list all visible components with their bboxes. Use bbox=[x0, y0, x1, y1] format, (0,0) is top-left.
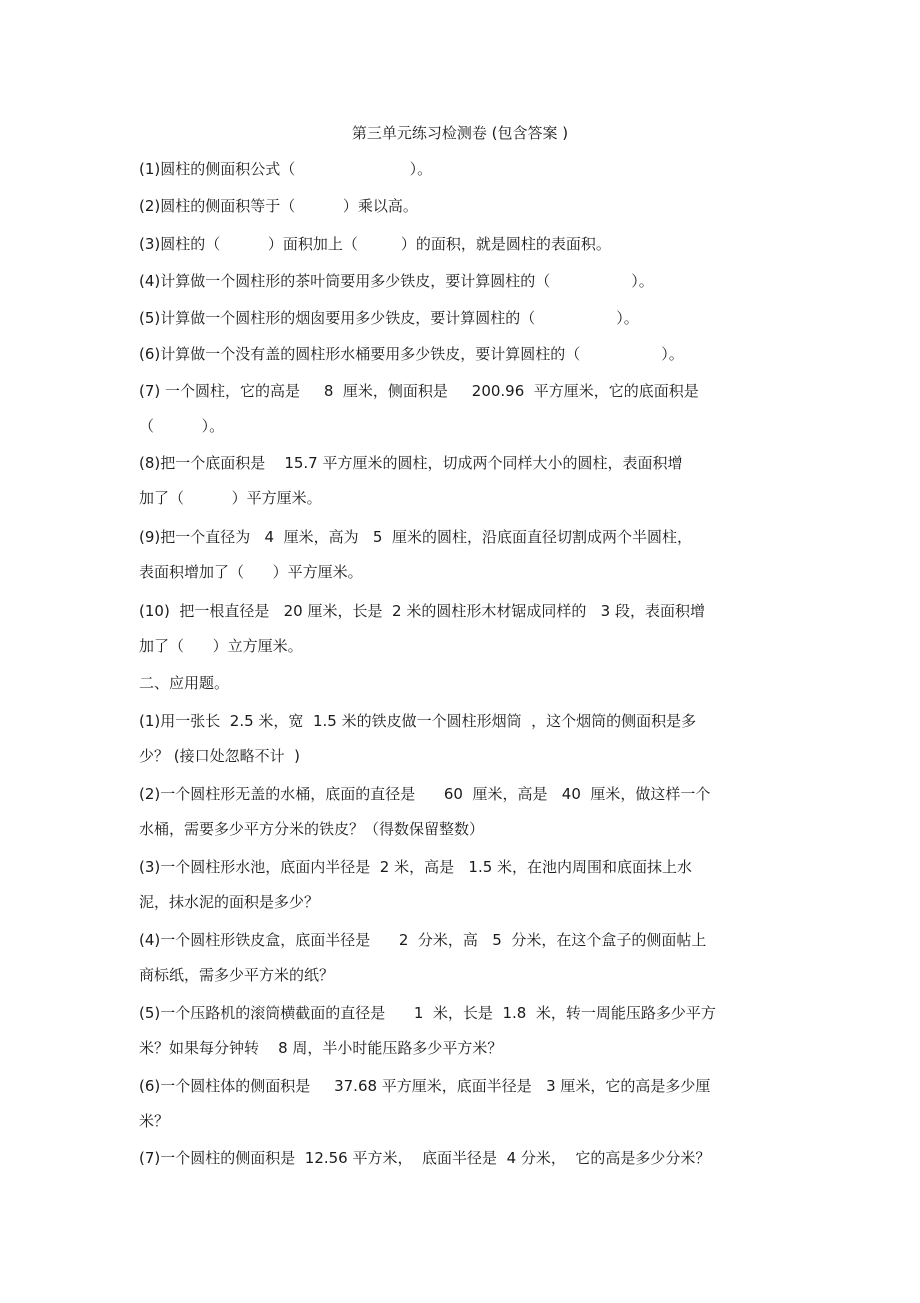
question-line: (3)圆柱的（ ）面积加上（ ）的面积，就是圆柱的表面积。 bbox=[139, 235, 611, 253]
question-line: (5)一个压路机的滚筒横截面的直径是 1 米，长是 1.8 米，转一周能压路多少平方 bbox=[139, 1004, 716, 1022]
question-line-continued: 加了（ ）立方厘米。 bbox=[139, 637, 303, 655]
question-line: (9)把一个直径为 4 厘米，高为 5 厘米的圆柱，沿底面直径切割成两个半圆柱， bbox=[139, 528, 693, 546]
question-line: (5)计算做一个圆柱形的烟囱要用多少铁皮，要计算圆柱的（ ）。 bbox=[139, 309, 639, 327]
question-line-continued: 表面积增加了（ ）平方厘米。 bbox=[139, 563, 363, 581]
document-title: 第三单元练习检测卷 (包含答案 ) bbox=[351, 124, 569, 142]
question-line: (4)计算做一个圆柱形的茶叶筒要用多少铁皮，要计算圆柱的（ ）。 bbox=[139, 272, 654, 290]
question-line: (6)一个圆柱体的侧面积是 37.68 平方厘米，底面半径是 3 厘米，它的高是多少厘 bbox=[139, 1077, 711, 1095]
question-line: (1)圆柱的侧面积公式（ ）。 bbox=[139, 160, 433, 178]
question-line: (4)一个圆柱形铁皮盒，底面半径是 2 分米，高 5 分米，在这个盒子的侧面帖上 bbox=[139, 931, 707, 949]
question-line-continued: 米？如果每分钟转 8 周，半小时能压路多少平方米？ bbox=[139, 1039, 503, 1057]
question-line-continued: 米？ bbox=[139, 1112, 170, 1130]
question-line-continued: 水桶，需要多少平方分米的铁皮？（得数保留整数） bbox=[139, 820, 485, 838]
question-line: (3)一个圆柱形水池，底面内半径是 2 米，高是 1.5 米，在池内周围和底面抹上水 bbox=[139, 858, 693, 876]
question-line: (6)计算做一个没有盖的圆柱形水桶要用多少铁皮，要计算圆柱的（ ）。 bbox=[139, 345, 684, 363]
question-line: (1)用一张长 2.5 米，宽 1.5 米的铁皮做一个圆柱形烟筒 ，这个烟筒的侧面积是多 bbox=[139, 712, 697, 730]
question-line-continued: 泥，抹水泥的面积是多少？ bbox=[139, 893, 320, 911]
question-line-continued: 加了（ ）平方厘米。 bbox=[139, 489, 322, 507]
question-line: (7) 一个圆柱，它的高是 8 厘米，侧面积是 200.96 平方厘米，它的底面积是 bbox=[139, 382, 699, 400]
question-line: (2)圆柱的侧面积等于（ ）乘以高。 bbox=[139, 197, 418, 215]
section-heading: 二、应用题。 bbox=[139, 674, 230, 692]
question-line-continued: （ ）。 bbox=[139, 417, 225, 435]
question-line: (8)把一个底面积是 15.7 平方厘米的圆柱，切成两个同样大小的圆柱，表面积增 bbox=[139, 454, 683, 472]
question-line-continued: 少？ (接口处忽略不计 ) bbox=[139, 747, 301, 765]
question-line-continued: 商标纸，需多少平方米的纸？ bbox=[139, 966, 335, 984]
question-line: (7)一个圆柱的侧面积是 12.56 平方米， 底面半径是 4 分米， 它的高是多少分米？ bbox=[139, 1149, 711, 1167]
question-line: (10) 把一根直径是 20 厘米，长是 2 米的圆柱形木材锯成同样的 3 段，表面积增 bbox=[139, 602, 705, 620]
question-line: (2)一个圆柱形无盖的水桶，底面的直径是 60 厘米，高是 40 厘米，做这样一个 bbox=[139, 785, 711, 803]
